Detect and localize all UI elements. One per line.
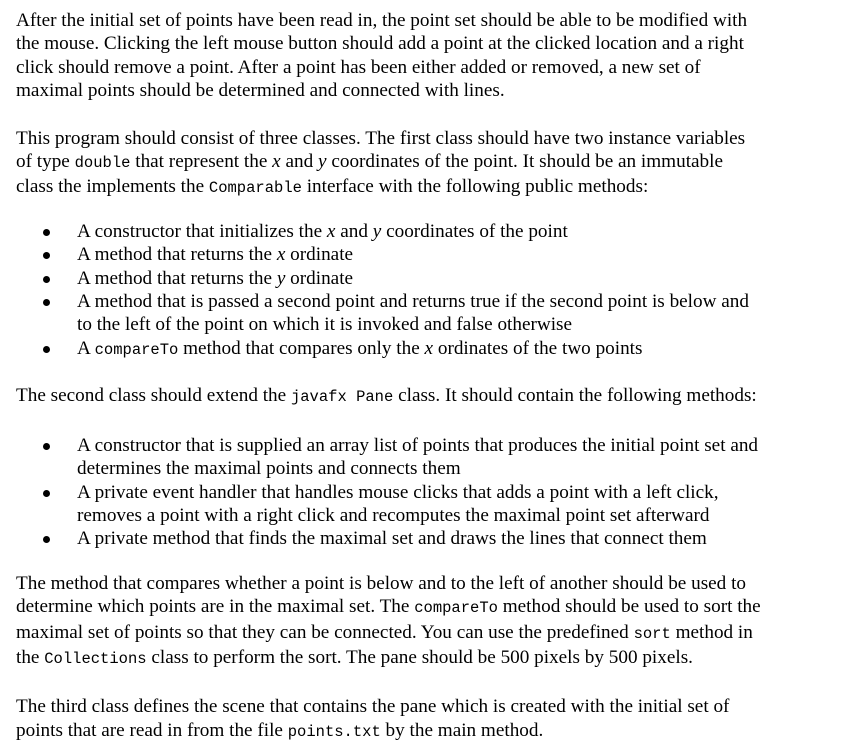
text-line: removes a point with a right click and recomputes the maximal point set afterward — [77, 504, 710, 526]
text-fragment: class to perform the sort. The pane should be 500 pixels by 500 pixels. — [146, 646, 693, 668]
paragraph-mouse-modification — [16, 9, 840, 103]
text-fragment: class the implements the — [16, 176, 209, 198]
text-line: The method that compares whether a point is below and to the left of another should be used to — [16, 572, 746, 594]
list-item — [16, 267, 840, 290]
bullet-icon — [43, 299, 50, 306]
text-fragment: method in — [670, 621, 753, 643]
text-line: A method that is passed a second point and returns true if the second point is below and — [77, 291, 749, 313]
text-fragment: interface with the following public methods: — [301, 176, 649, 198]
text-line: A constructor that is supplied an array list of points that produces the initial point set and — [77, 434, 759, 456]
italic-x: x — [276, 244, 286, 266]
text-fragment: ordinate — [285, 244, 354, 266]
list-item — [16, 243, 840, 266]
italic-y: y — [276, 267, 286, 289]
text-fragment: ordinates of the two points — [433, 337, 643, 359]
pane-class-methods-list — [16, 434, 840, 551]
bullet-icon — [43, 490, 50, 497]
text-line: to the left of the point on which it is invoked and false otherwise — [77, 314, 573, 336]
list-item — [16, 434, 840, 481]
bullet-icon — [43, 346, 50, 353]
text-fragment: by the main method. — [380, 719, 544, 741]
list-item — [16, 220, 840, 243]
bullet-icon — [43, 276, 50, 283]
bullet-icon — [43, 252, 50, 259]
text-fragment: class. It should contain the following methods: — [393, 385, 757, 407]
inline-code-comparable: Comparable — [208, 179, 302, 198]
italic-x: x — [424, 337, 434, 359]
list-item — [16, 481, 840, 528]
bullet-icon — [43, 229, 50, 236]
text-line: After the initial set of points have been read in, the point set should be able to be modified with — [16, 10, 748, 31]
text-fragment: determine which points are in the maximal set. The — [16, 596, 415, 618]
list-item — [16, 290, 840, 337]
text-fragment: coordinates of the point. It should be an immutable — [326, 151, 723, 173]
text-fragment: The second class should extend the — [16, 385, 291, 407]
text-fragment: A method that returns the — [77, 267, 277, 289]
text-line: click should remove a point. After a point has been either added or removed, a new set of — [16, 56, 701, 78]
bullet-icon — [43, 443, 50, 450]
text-fragment: the — [16, 646, 45, 668]
inline-code-javafx: javafx — [290, 388, 347, 407]
text-fragment: points that are read in from the file — [16, 719, 288, 741]
text-fragment: ordinate — [285, 267, 354, 289]
text-line: A private event handler that handles mouse clicks that adds a point with a left click, — [77, 481, 719, 503]
inline-code-compareto: compareTo — [414, 599, 498, 618]
italic-x: x — [272, 151, 281, 173]
point-class-methods-list — [16, 220, 840, 362]
text-fragment: and — [335, 220, 373, 242]
text-line: The third class defines the scene that contains the pane which is created with the initial set of — [16, 696, 730, 718]
text-fragment: A method that returns the — [77, 244, 277, 266]
list-item — [16, 337, 840, 362]
text-fragment: coordinates of the point — [381, 220, 568, 242]
text-line: This program should consist of three classes. The first class should have two instance variables — [16, 127, 746, 149]
list-item — [16, 527, 840, 550]
text-fragment: A — [77, 337, 95, 359]
paragraph-compare-method — [16, 572, 840, 672]
inline-code-points-file: points.txt — [287, 722, 381, 741]
inline-code-collections: Collections — [44, 649, 147, 668]
text-line: determines the maximal points and connects them — [77, 458, 461, 480]
text-fragment: of type — [16, 151, 75, 173]
paragraph-second-class — [16, 384, 840, 409]
inline-code-double: double — [74, 154, 131, 173]
italic-y: y — [318, 151, 327, 173]
text-fragment: A constructor that initializes the — [77, 220, 327, 242]
bullet-icon — [43, 536, 50, 543]
inline-code-pane: Pane — [356, 388, 394, 407]
inline-code-space — [347, 388, 356, 406]
italic-y: y — [372, 220, 382, 242]
text-line: maximal points should be determined and connected with lines. — [16, 80, 505, 102]
text-fragment: method should be used to sort the — [497, 596, 761, 618]
inline-code-sort: sort — [633, 624, 671, 643]
paragraph-third-class — [16, 695, 840, 744]
inline-code-compareto: compareTo — [94, 340, 179, 359]
document-body — [16, 9, 840, 744]
paragraph-three-classes — [16, 127, 840, 201]
italic-x: x — [326, 220, 336, 242]
text-fragment: that represent the — [130, 151, 273, 173]
text-fragment: and — [280, 151, 318, 173]
text-line: the mouse. Clicking the left mouse button should add a point at the clicked location and a right — [16, 33, 744, 55]
text-line: A private method that finds the maximal set and draws the lines that connect them — [77, 528, 707, 550]
text-fragment: maximal set of points so that they can be connected. You can use the predefined — [16, 621, 634, 643]
text-fragment: method that compares only the — [178, 337, 425, 359]
